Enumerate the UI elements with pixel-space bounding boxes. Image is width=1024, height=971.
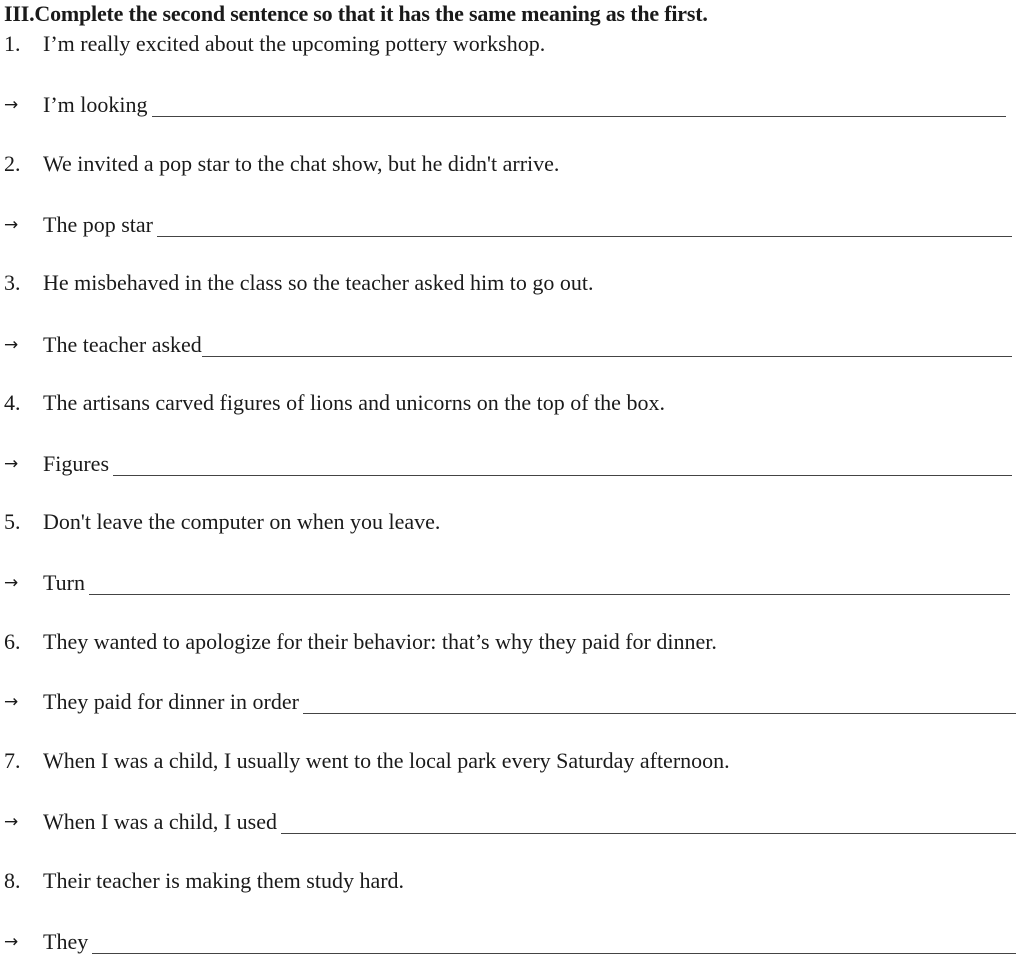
- original-sentence: We invited a pop star to the chat show, but he didn't arrive.: [43, 151, 560, 176]
- original-sentence: Don't leave the computer on when you leave.: [43, 509, 441, 534]
- answer-prompt: Figures: [43, 451, 109, 476]
- arrow-right-icon: →: [4, 812, 19, 832]
- question-5: [4, 509, 440, 535]
- question-3: [4, 270, 593, 296]
- answer-prompt: They paid for dinner in order: [43, 689, 299, 714]
- answer-blank-7[interactable]: [281, 815, 1016, 834]
- exercise-title: III.Complete the second sentence so that it has the same meaning as the first.: [4, 1, 708, 26]
- arrow-right-icon: →: [4, 932, 19, 952]
- answer-prompt: When I was a child, I used: [43, 809, 277, 834]
- question-7: [4, 748, 730, 774]
- original-sentence: The artisans carved figures of lions and unicorns on the top of the box.: [43, 390, 665, 415]
- answer-prompt: They: [43, 929, 89, 954]
- original-sentence: They wanted to apologize for their behavior: that’s why they paid for dinner.: [43, 629, 717, 654]
- answer-line-7: [4, 807, 1016, 837]
- answer-line-5: [4, 568, 1010, 598]
- answer-prompt: I’m looking: [43, 92, 148, 117]
- answer-blank-1[interactable]: [152, 98, 1007, 117]
- arrow-right-icon: →: [4, 335, 19, 355]
- question-number: 8.: [4, 868, 21, 893]
- answer-line-2: [4, 210, 1012, 240]
- arrow-right-icon: →: [4, 454, 19, 474]
- question-number: 4.: [4, 390, 21, 415]
- arrow-right-icon: →: [4, 573, 19, 593]
- question-number: 1.: [4, 31, 21, 56]
- answer-line-1: [4, 90, 1006, 120]
- question-1: [4, 31, 545, 57]
- question-4: [4, 390, 665, 416]
- question-2: [4, 151, 559, 177]
- arrow-right-icon: →: [4, 215, 19, 235]
- original-sentence: He misbehaved in the class so the teacher asked him to go out.: [43, 270, 594, 295]
- question-number: 6.: [4, 629, 21, 654]
- arrow-right-icon: →: [4, 692, 19, 712]
- arrow-right-icon: →: [4, 95, 19, 115]
- question-number: 7.: [4, 748, 21, 773]
- answer-blank-3[interactable]: [202, 338, 1012, 357]
- answer-blank-8[interactable]: [92, 935, 1016, 954]
- question-6: [4, 629, 717, 655]
- answer-line-6: [4, 687, 1016, 717]
- original-sentence: When I was a child, I usually went to the local park every Saturday afternoon.: [43, 748, 730, 773]
- question-number: 3.: [4, 270, 21, 295]
- original-sentence: I’m really excited about the upcoming pottery workshop.: [43, 31, 546, 56]
- question-number: 2.: [4, 151, 21, 176]
- answer-line-8: [4, 927, 1016, 957]
- answer-blank-5[interactable]: [89, 576, 1010, 595]
- answer-line-3: [4, 330, 1012, 360]
- answer-line-4: [4, 449, 1012, 479]
- answer-blank-2[interactable]: [157, 218, 1012, 237]
- answer-prompt: The pop star: [43, 212, 153, 237]
- answer-blank-4[interactable]: [113, 457, 1012, 476]
- answer-blank-6[interactable]: [303, 695, 1016, 714]
- answer-prompt: Turn: [43, 570, 85, 595]
- answer-prompt: The teacher asked: [43, 332, 202, 357]
- original-sentence: Their teacher is making them study hard.: [43, 868, 405, 893]
- question-number: 5.: [4, 509, 21, 534]
- question-8: [4, 868, 404, 894]
